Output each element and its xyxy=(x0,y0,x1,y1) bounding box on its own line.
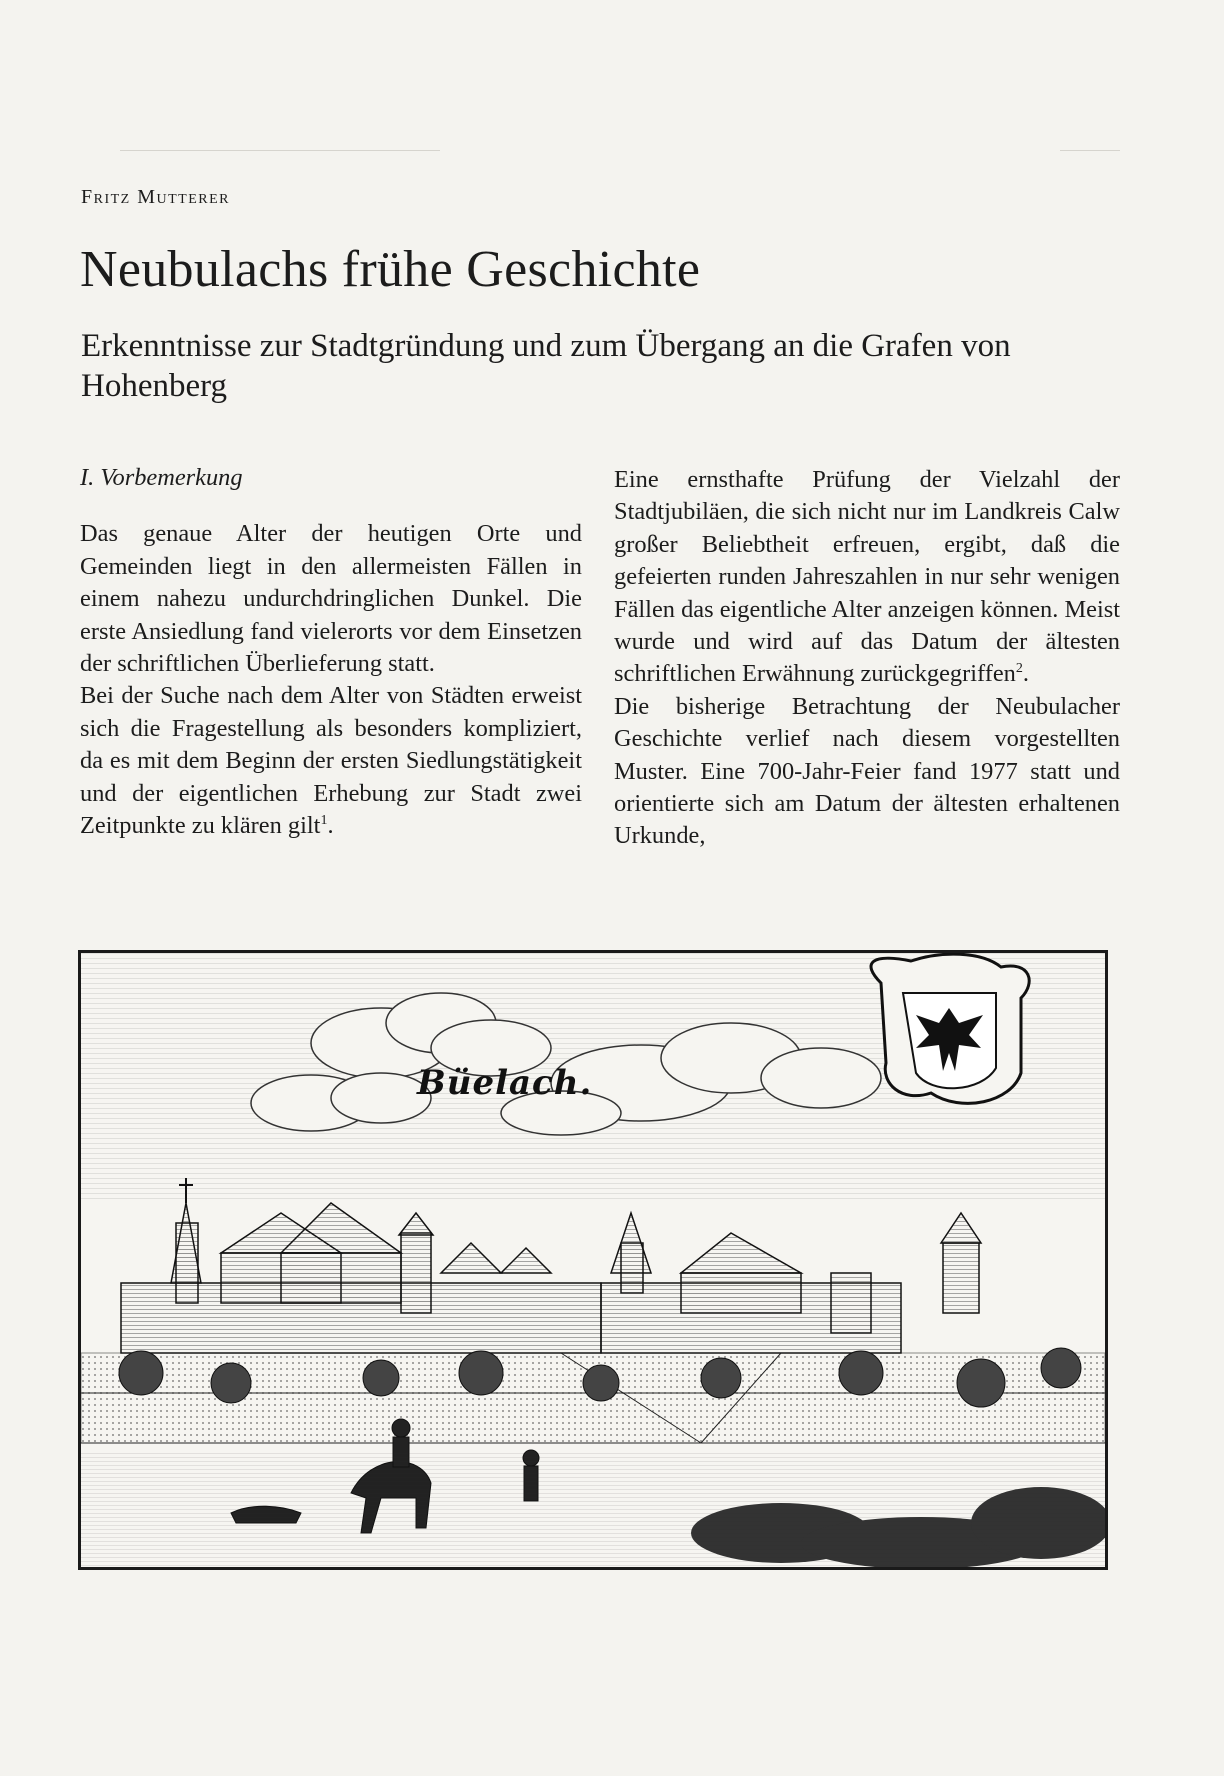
footnote-ref[interactable]: 1 xyxy=(320,812,328,828)
article-title: Neubulachs frühe Geschichte xyxy=(80,241,701,298)
engraving-label: Büelach. xyxy=(417,1063,593,1103)
paragraph xyxy=(614,464,1120,691)
coat-of-arms xyxy=(871,954,1029,1103)
engraving-drawing xyxy=(81,953,1105,1567)
paragraph-end: . xyxy=(327,812,334,840)
town-buildings xyxy=(121,1203,981,1353)
paragraph-text: Eine ernsthafte Prüfung der Vielzahl der Stadtjubiläen, die sich nicht nur im Landkreis Calw großer Beliebtheit erfreuen, ergibt, daß die gefeierten runden Jahreszahlen in nur sehr wenigen Fällen das eigentliche Alter anzeigen können. Meist wurde und wird auf das Datum der ältesten schriftlichen Erwähnung zurückgegriffen xyxy=(614,466,1120,688)
paragraph: Das genaue Alter der heutigen Orte und Gemeinden liegt in den allermeisten Fällen in einem nahezu undurchdringlichen Dunkel. Die erste Ansiedlung fand vielerorts vor dem Einsetzen der schriftlichen Überlieferung statt. xyxy=(80,520,582,678)
author-name: Fritz Mutterer xyxy=(81,186,231,208)
paragraph-text: Bei der Suche nach dem Alter von Städten erweist sich die Fragestellung als besonders kompliziert, da es mit dem Beginn der ersten Siedlungstätigkeit und der eigentlichen Erhebung zur Stadt zwei Zeitpunkte zu klären gilt xyxy=(80,682,582,840)
footnote-ref[interactable]: 2 xyxy=(1015,661,1023,677)
paragraph: Die bisherige Betrachtung der Neubulacher Geschichte verlief nach diesem vorgestellten Muster. Eine 700-Jahr-Feier fand 1977 statt und orientierte sich am Datum der ältesten erhaltenen Urkunde, xyxy=(614,692,1120,850)
paragraph-end: . xyxy=(1022,660,1029,688)
article-subtitle: Erkenntnisse zur Stadtgründung und zum Übergang an die Grafen von Hohenberg xyxy=(81,328,1011,404)
bleed-through-line xyxy=(120,150,440,151)
town-engraving xyxy=(78,950,1108,1570)
paragraph xyxy=(80,680,582,842)
right-column xyxy=(614,464,1120,853)
bleed-through-line xyxy=(1060,150,1120,151)
section-heading: I. Vorbemerkung xyxy=(80,464,243,491)
left-column xyxy=(80,462,582,842)
